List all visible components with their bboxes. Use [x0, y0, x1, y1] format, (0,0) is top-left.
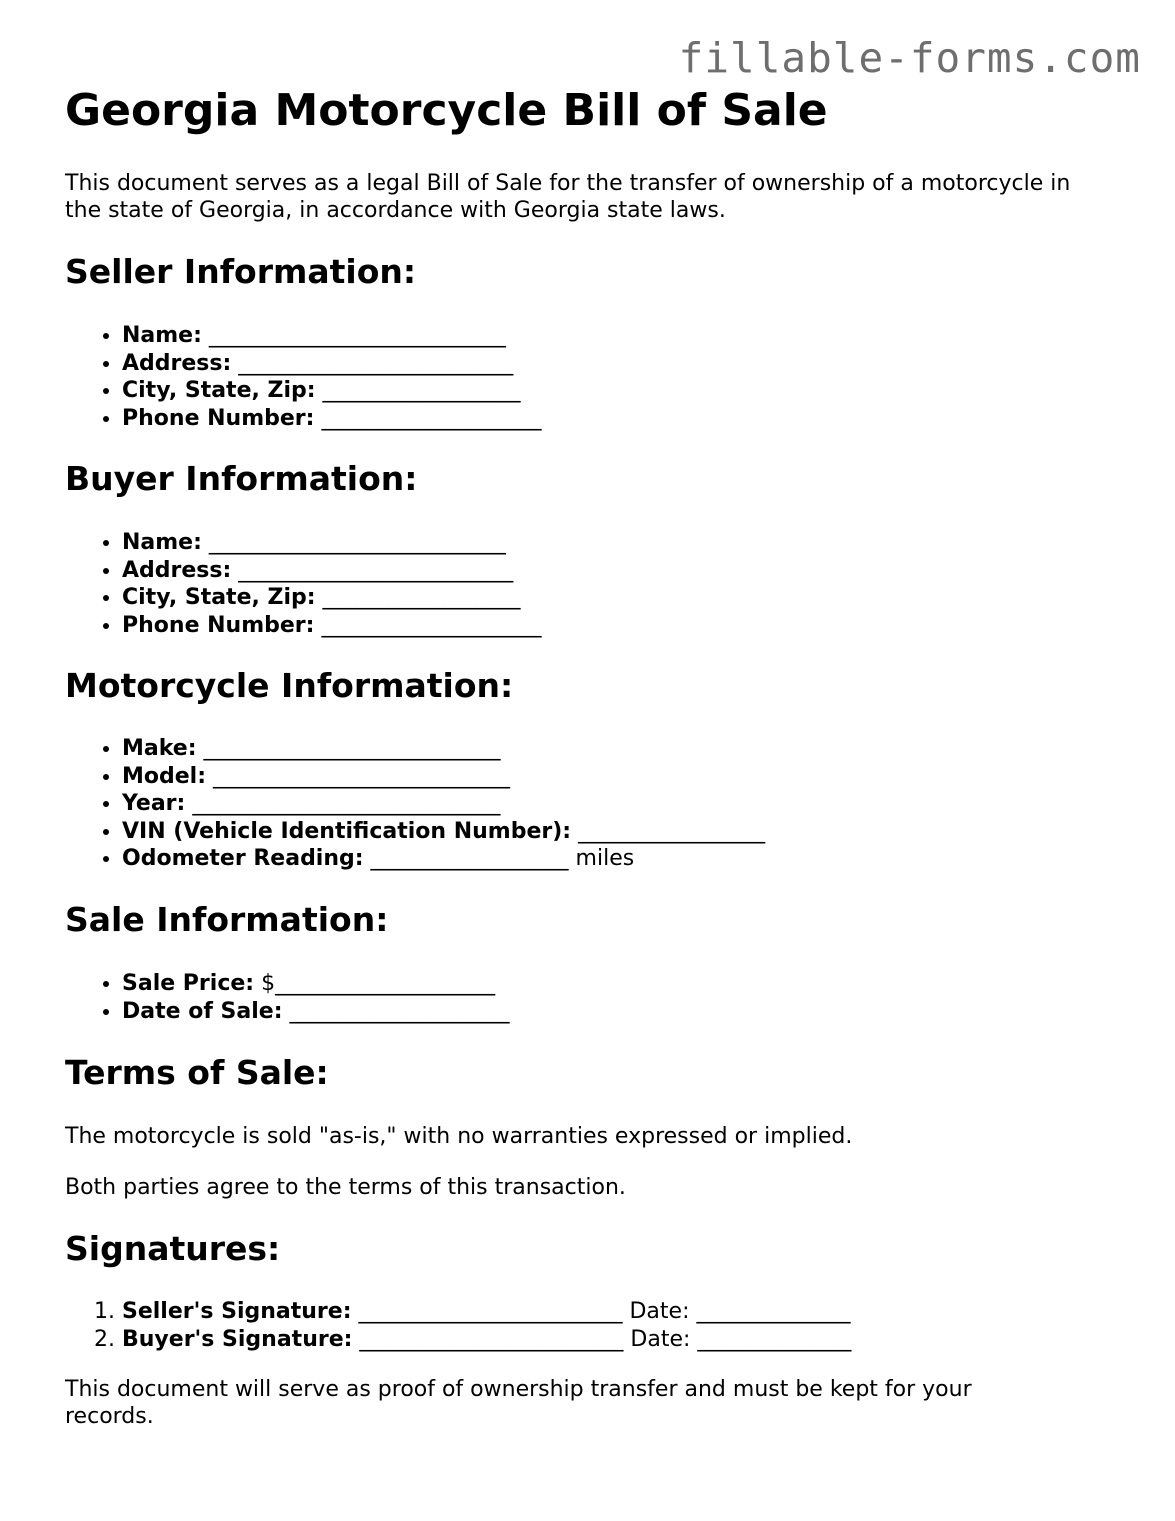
page-title: Georgia Motorcycle Bill of Sale — [65, 85, 828, 136]
seller-name-field[interactable] — [122, 322, 541, 350]
sale-fields — [65, 970, 510, 1025]
field-label: Date of Sale: — [122, 998, 283, 1024]
field-label: Year: — [122, 791, 186, 816]
field-blank: ___________________________ — [201, 530, 506, 555]
sale-date-field[interactable] — [122, 998, 510, 1026]
field-blank: ____________________ — [314, 612, 542, 638]
seller-signature-line[interactable] — [122, 1298, 851, 1326]
field-label: City, State, Zip: — [122, 585, 316, 610]
intro-paragraph: This document serves as a legal Bill of Sale for the transfer of ownership of a motorcycle in the state of Georgia, in accordance with Georgia state laws. — [65, 171, 1071, 223]
sale-price-field[interactable] — [122, 970, 510, 998]
buyer-heading: Buyer Information: — [65, 459, 418, 498]
field-blank: ___________________________ — [206, 763, 511, 789]
motorcycle-fields — [65, 735, 765, 873]
signature-label: Seller's Signature: — [122, 1299, 352, 1324]
field-label: Phone Number: — [122, 405, 315, 431]
buyer-city-state-zip-field[interactable] — [122, 584, 541, 612]
field-label: Make: — [122, 736, 197, 761]
buyer-phone-field[interactable] — [122, 612, 541, 640]
signature-list — [65, 1298, 851, 1353]
buyer-signature-line[interactable] — [122, 1326, 851, 1354]
buyer-address-field[interactable] — [122, 557, 541, 585]
field-blank: ___________________________ — [196, 736, 501, 761]
buyer-name-field[interactable] — [122, 529, 541, 557]
motorcycle-model-field[interactable] — [122, 763, 765, 791]
field-blank: ____________________ — [314, 405, 542, 431]
field-label: Address: — [122, 350, 232, 376]
terms-paragraph: Both parties agree to the terms of this transaction. — [65, 1175, 626, 1200]
motorcycle-make-field[interactable] — [122, 735, 765, 763]
field-label: VIN (Vehicle Identification Number): — [122, 818, 572, 844]
watermark: fillable-forms.com — [678, 34, 1141, 82]
signature-blank: ________________________ Date: ______________ — [351, 1299, 851, 1324]
field-label: Odometer Reading: — [122, 846, 364, 871]
field-blank: __________________ miles — [363, 846, 635, 871]
seller-address-field[interactable] — [122, 350, 541, 378]
seller-fields — [65, 322, 541, 432]
field-label: Phone Number: — [122, 612, 315, 638]
field-blank: __________________ — [315, 378, 521, 403]
field-label: Name: — [122, 323, 202, 348]
field-label: Address: — [122, 557, 232, 583]
signatures-heading: Signatures: — [65, 1229, 281, 1268]
field-blank: $____________________ — [254, 971, 496, 996]
field-blank: _________________ — [571, 818, 766, 844]
terms-paragraph: The motorcycle is sold "as-is," with no warranties expressed or implied. — [65, 1124, 853, 1149]
field-blank: ____________________________ — [185, 791, 501, 816]
field-label: Sale Price: — [122, 971, 255, 996]
sale-heading: Sale Information: — [65, 900, 389, 939]
seller-heading: Seller Information: — [65, 252, 417, 291]
seller-phone-field[interactable] — [122, 405, 541, 433]
field-blank: ____________________ — [282, 998, 510, 1024]
closing-paragraph: This document will serve as proof of ownership transfer and must be kept for your records. — [65, 1377, 972, 1429]
signature-label: Buyer's Signature: — [122, 1326, 353, 1352]
motorcycle-heading: Motorcycle Information: — [65, 666, 514, 705]
terms-heading: Terms of Sale: — [65, 1053, 329, 1092]
motorcycle-odometer-field[interactable] — [122, 845, 765, 873]
field-blank: _________________________ — [231, 350, 514, 376]
field-blank: _________________________ — [231, 557, 514, 583]
field-label: Model: — [122, 763, 207, 789]
field-blank: __________________ — [315, 585, 521, 610]
seller-city-state-zip-field[interactable] — [122, 377, 541, 405]
motorcycle-year-field[interactable] — [122, 790, 765, 818]
buyer-fields — [65, 529, 541, 639]
field-blank: ___________________________ — [201, 323, 506, 348]
field-label: Name: — [122, 530, 202, 555]
field-label: City, State, Zip: — [122, 378, 316, 403]
signature-blank: ________________________ Date: ______________ — [352, 1326, 852, 1352]
motorcycle-vin-field[interactable] — [122, 818, 765, 846]
